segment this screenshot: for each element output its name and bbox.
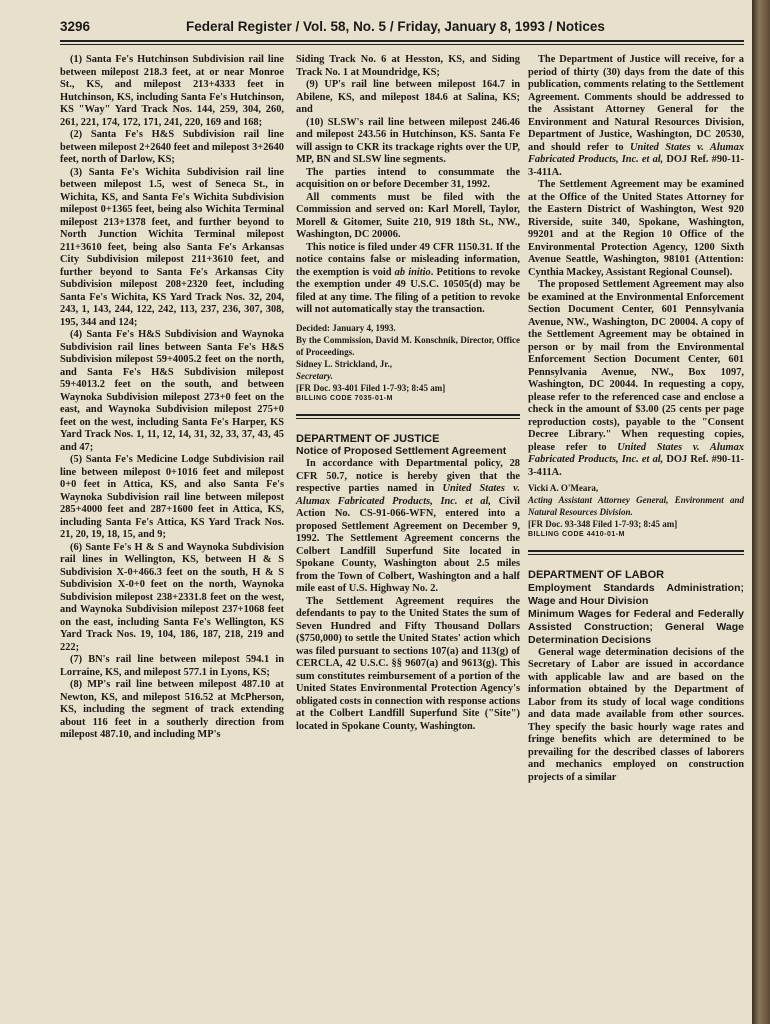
column-2 [296, 54, 520, 733]
signer-name: Vicki A. O'Meara, [528, 483, 599, 493]
department-heading: DEPARTMENT OF JUSTICE [296, 432, 440, 445]
header-rule [60, 40, 744, 42]
fr-doc: [FR Doc. 93-401 Filed 1-7-93; 8:45 am] [296, 382, 446, 393]
page-number: 3296 [60, 19, 91, 34]
decided-date: Decided: January 4, 1993. [296, 322, 396, 333]
paragraph: (10) SLSW's rail line between milepost 246.46 and milepost 243.56 in Hutchinson, KS. Santa Fe will assign to CKR its trackage rights over the UP, MP, BN and SLSW line segments. [296, 116, 520, 165]
fr-doc: [FR Doc. 93-348 Filed 1-7-93; 8:45 am] [528, 519, 678, 529]
billing-code: BILLING CODE 7035-01-M [296, 394, 393, 402]
paragraph: (8) MP's rail line between milepost 487.10 at Newton, KS, and milepost 516.52 at McPherson, KS, including the segment of track extending about 116 feet in a southerly direction from milepost 487.10, and including MP's [60, 679, 284, 740]
paragraph: (9) UP's rail line between milepost 164.7 in Abilene, KS, and milepost 184.6 at Salina, KS; and [296, 79, 520, 115]
header-rule-thin [60, 44, 744, 45]
column-1 [60, 54, 284, 742]
signer-title: Secretary. [296, 370, 333, 381]
page-header [60, 16, 744, 38]
section-divider [296, 414, 520, 419]
notice-subject: Minimum Wages for Federal and Federally Assisted Construction; General Wage Determination Decisions [528, 607, 744, 646]
paragraph: Siding Track No. 6 at Hesston, KS, and Siding Track No. 1 at Moundridge, KS; [296, 54, 520, 78]
paragraph: The parties intend to consummate the acquisition on or before December 31, 1992. [296, 166, 520, 190]
paragraph: (2) Santa Fe's H&S Subdivision rail line between milepost 2+2640 feet and milepost 3+2640 feet, north of Darlow, KS; [60, 129, 284, 165]
paragraph: (7) BN's rail line between milepost 594.1 in Lorraine, KS, and milepost 577.1 in Lyons, KS; [60, 654, 284, 678]
paragraph-notice: This notice is filed under 49 CFR 1150.31. If the notice contains false or misleading information, the exemption is void ab initio. Petitions to revoke the exemption under 49 U.S.C. 10505(d) may be filed at any time. The filing of a petition to revoke will not automatically stay the transaction. [296, 241, 520, 315]
signer-title: Acting Assistant Attorney General, Environment and Natural Resources Division. [528, 495, 744, 517]
paragraph: The proposed Settlement Agreement may also be examined at the Environmental Enforcement Section Document Center, 601 Pennsylvania Avenue, NW., Washington, DC 20004. A copy of the Settlement Agreement may be obtained in person or by mail from the Environmental Enforcement Section Document Center, 601 Pennsylvania Avenue, NW., Box 1097, Washington, DC 20044. In requesting a copy, please refer to the referenced case and enclose a check in the amount of $3.00 (25 cents per page reproduction costs), payable to the "Consent Decree Library." When requesting copies, please refer to United States v. Alumax Fabricated Products, Inc. et al, DOJ Ref. #90-11-3-411A. [528, 279, 744, 478]
paragraph: All comments must be filed with the Commission and served on: Karl Morell, Taylor, Morell & Gitomer, Suite 210, 919 18th St., NW., Washington, DC 20006. [296, 191, 520, 240]
paragraph: (5) Santa Fe's Medicine Lodge Subdivision rail line between milepost 0+1016 feet and milepost 0+0 feet in Attica, KS, and also Santa Fe's Waynoka Subdivision rail line between milepost 285+4000 feet and 287+1600 feet in Attica, KS, including Santa Fe's Attica, KS Yard Track Nos. 21, 20, 19, 18, 15, and 9; [60, 454, 284, 540]
paragraph: (1) Santa Fe's Hutchinson Subdivision rail line between milepost 218.3 feet, at or near Monroe St., KS, and milepost 213+4333 feet in Hutchinson, KS, including Santa Fe's Hutchinson, KS "Way" Yard Track Nos. 144, 259, 304, 260, 261, 221, 174, 172, 171, 241, 220, 169 and 168; [60, 54, 284, 128]
agency-heading: Employment Standards Administration; Wage and Hour Division [528, 581, 744, 607]
section-divider [528, 550, 744, 555]
paragraph: General wage determination decisions of the Secretary of Labor are issued in accordance with applicable law and are based on the information obtained by the Department of Labor from its study of local wage conditions and data made available from other sources. They specify the basic hourly wage rates and fringe benefits which are determined to be prevailing for the described classes of laborers and mechanics employed on construction projects of a similar [528, 646, 744, 783]
paragraph: The Department of Justice will receive, for a period of thirty (30) days from the date of this publication, comments relating to the Settlement Agreement. Comments should be addressed to the Assistant Attorney General for the Environment and Natural Resources Division, Department of Justice, Washington, DC 20530, and should refer to United States v. Alumax Fabricated Products, Inc. et al, DOJ Ref. #90-11-3-411A. [528, 54, 744, 178]
running-title: Federal Register / Vol. 58, No. 5 / Friday, January 8, 1993 / Notices [186, 19, 605, 34]
signer-name: Sidney L. Strickland, Jr., [296, 358, 392, 369]
department-heading: DEPARTMENT OF LABOR [528, 569, 665, 581]
paragraph: In accordance with Departmental policy, 28 CFR 50.7, notice is hereby given that the respective parties named in United States v. Alumax Fabricated Products, Inc. et al, Civil Action No. CS-91-066-WFN, entered into a proposed Settlement Agreement on December 9, 1992. The Settlement Agreement concerns the Colbert Landfill Superfund Site located in Spokane County, Washington about 2.5 miles from the Town of Colbert, Washington and a half mile east of U.S. Highway No. 2. [296, 458, 520, 594]
column-3 [528, 54, 744, 784]
paragraph: The Settlement Agreement may be examined at the Office of the United States Attorney for the Eastern District of Washington, West 920 Riverside, suite 340, Spokane, Washington, 99201 and at the Region 10 Office of the Environmental Protection Agency, 1200 Sixth Avenue Seattle, Washington, 98101 (Attention: Cynthia Mackey, Assistant Regional Counsel). [528, 179, 744, 278]
by-commission: By the Commission, David M. Konschnik, Director, Office of Proceedings. [296, 334, 520, 357]
notice-subject: Notice of Proposed Settlement Agreement [296, 445, 507, 457]
page-binding-edge [752, 0, 770, 1024]
paragraph: The Settlement Agreement requires the defendants to pay to the United States the sum of Seven Hundred and Fifty Thousand Dollars ($750,000) to settle the United States' action which was filed pursuant to sections 107(a) and 113(g) of CERCLA, 42 U.S.C. §§ 9607(a) and 9613(g). This sum constitutes reimbursement of a portion of the United States Environmental Protection Agency's obligated costs in connection with response actions at the Colbert Landfill Superfund Site ("Site") located in Spokane County, Washington. [296, 595, 520, 732]
paragraph: (6) Sante Fe's H & S and Waynoka Subdivision rail lines in Wellington, KS, between H & S Subdivision X-0+466.3 feet on the south, H & S Subdivision X-0+0 feet on the north, Waynoka Subdivision milepost 238+2331.8 feet on the west, and Waynoka Subdivision milepost 237+1068 feet on the east, including Santa Fe's Wellington, KS Yard Track Nos. 19, 104, 186, 187, 218, 219 and 222; [60, 541, 284, 653]
paragraph: (3) Santa Fe's Wichita Subdivision rail line between milepost 1.5, west of Seneca St., in Wichita, KS, and Santa Fe's Wichita Subdivision milepost 0+1365 feet, being also Wichita Terminal milepost 213+1378 feet, and further beyond to North Junction Wichita Terminal milepost 211+3610 feet, being also Santa Fe's Arkansas City Subdivision milepost 211+3610 feet, and further beyond to Santa Fe's Arkansas City Subdivision milepost 208+2320 feet, including Santa Fe's Wichita, KS Yard Track Nos. 32, 204, 243, 1, 143, 244, 122, 242, 113, 237, 236, 307, 308, 195, 344 and 124; [60, 166, 284, 328]
billing-code: BILLING CODE 4410-01-M [528, 531, 625, 538]
paragraph: (4) Santa Fe's H&S Subdivision and Waynoka Subdivision rail lines between Santa Fe's H&S Subdivision milepost 59+4005.2 feet on the north, and Santa Fe's H&S Subdivision milepost 59+4013.2 feet on the south, and between Waynoka Subdivision milepost 273+0 feet on the east, and Waynoka Subdivision milepost 275+0 feet on the west, including Santa Fe's Harper, KS Yard Track Nos. 1, 11, 12, 14, 31, 32, 33, 37, 43, 45 and 47; [60, 329, 284, 453]
